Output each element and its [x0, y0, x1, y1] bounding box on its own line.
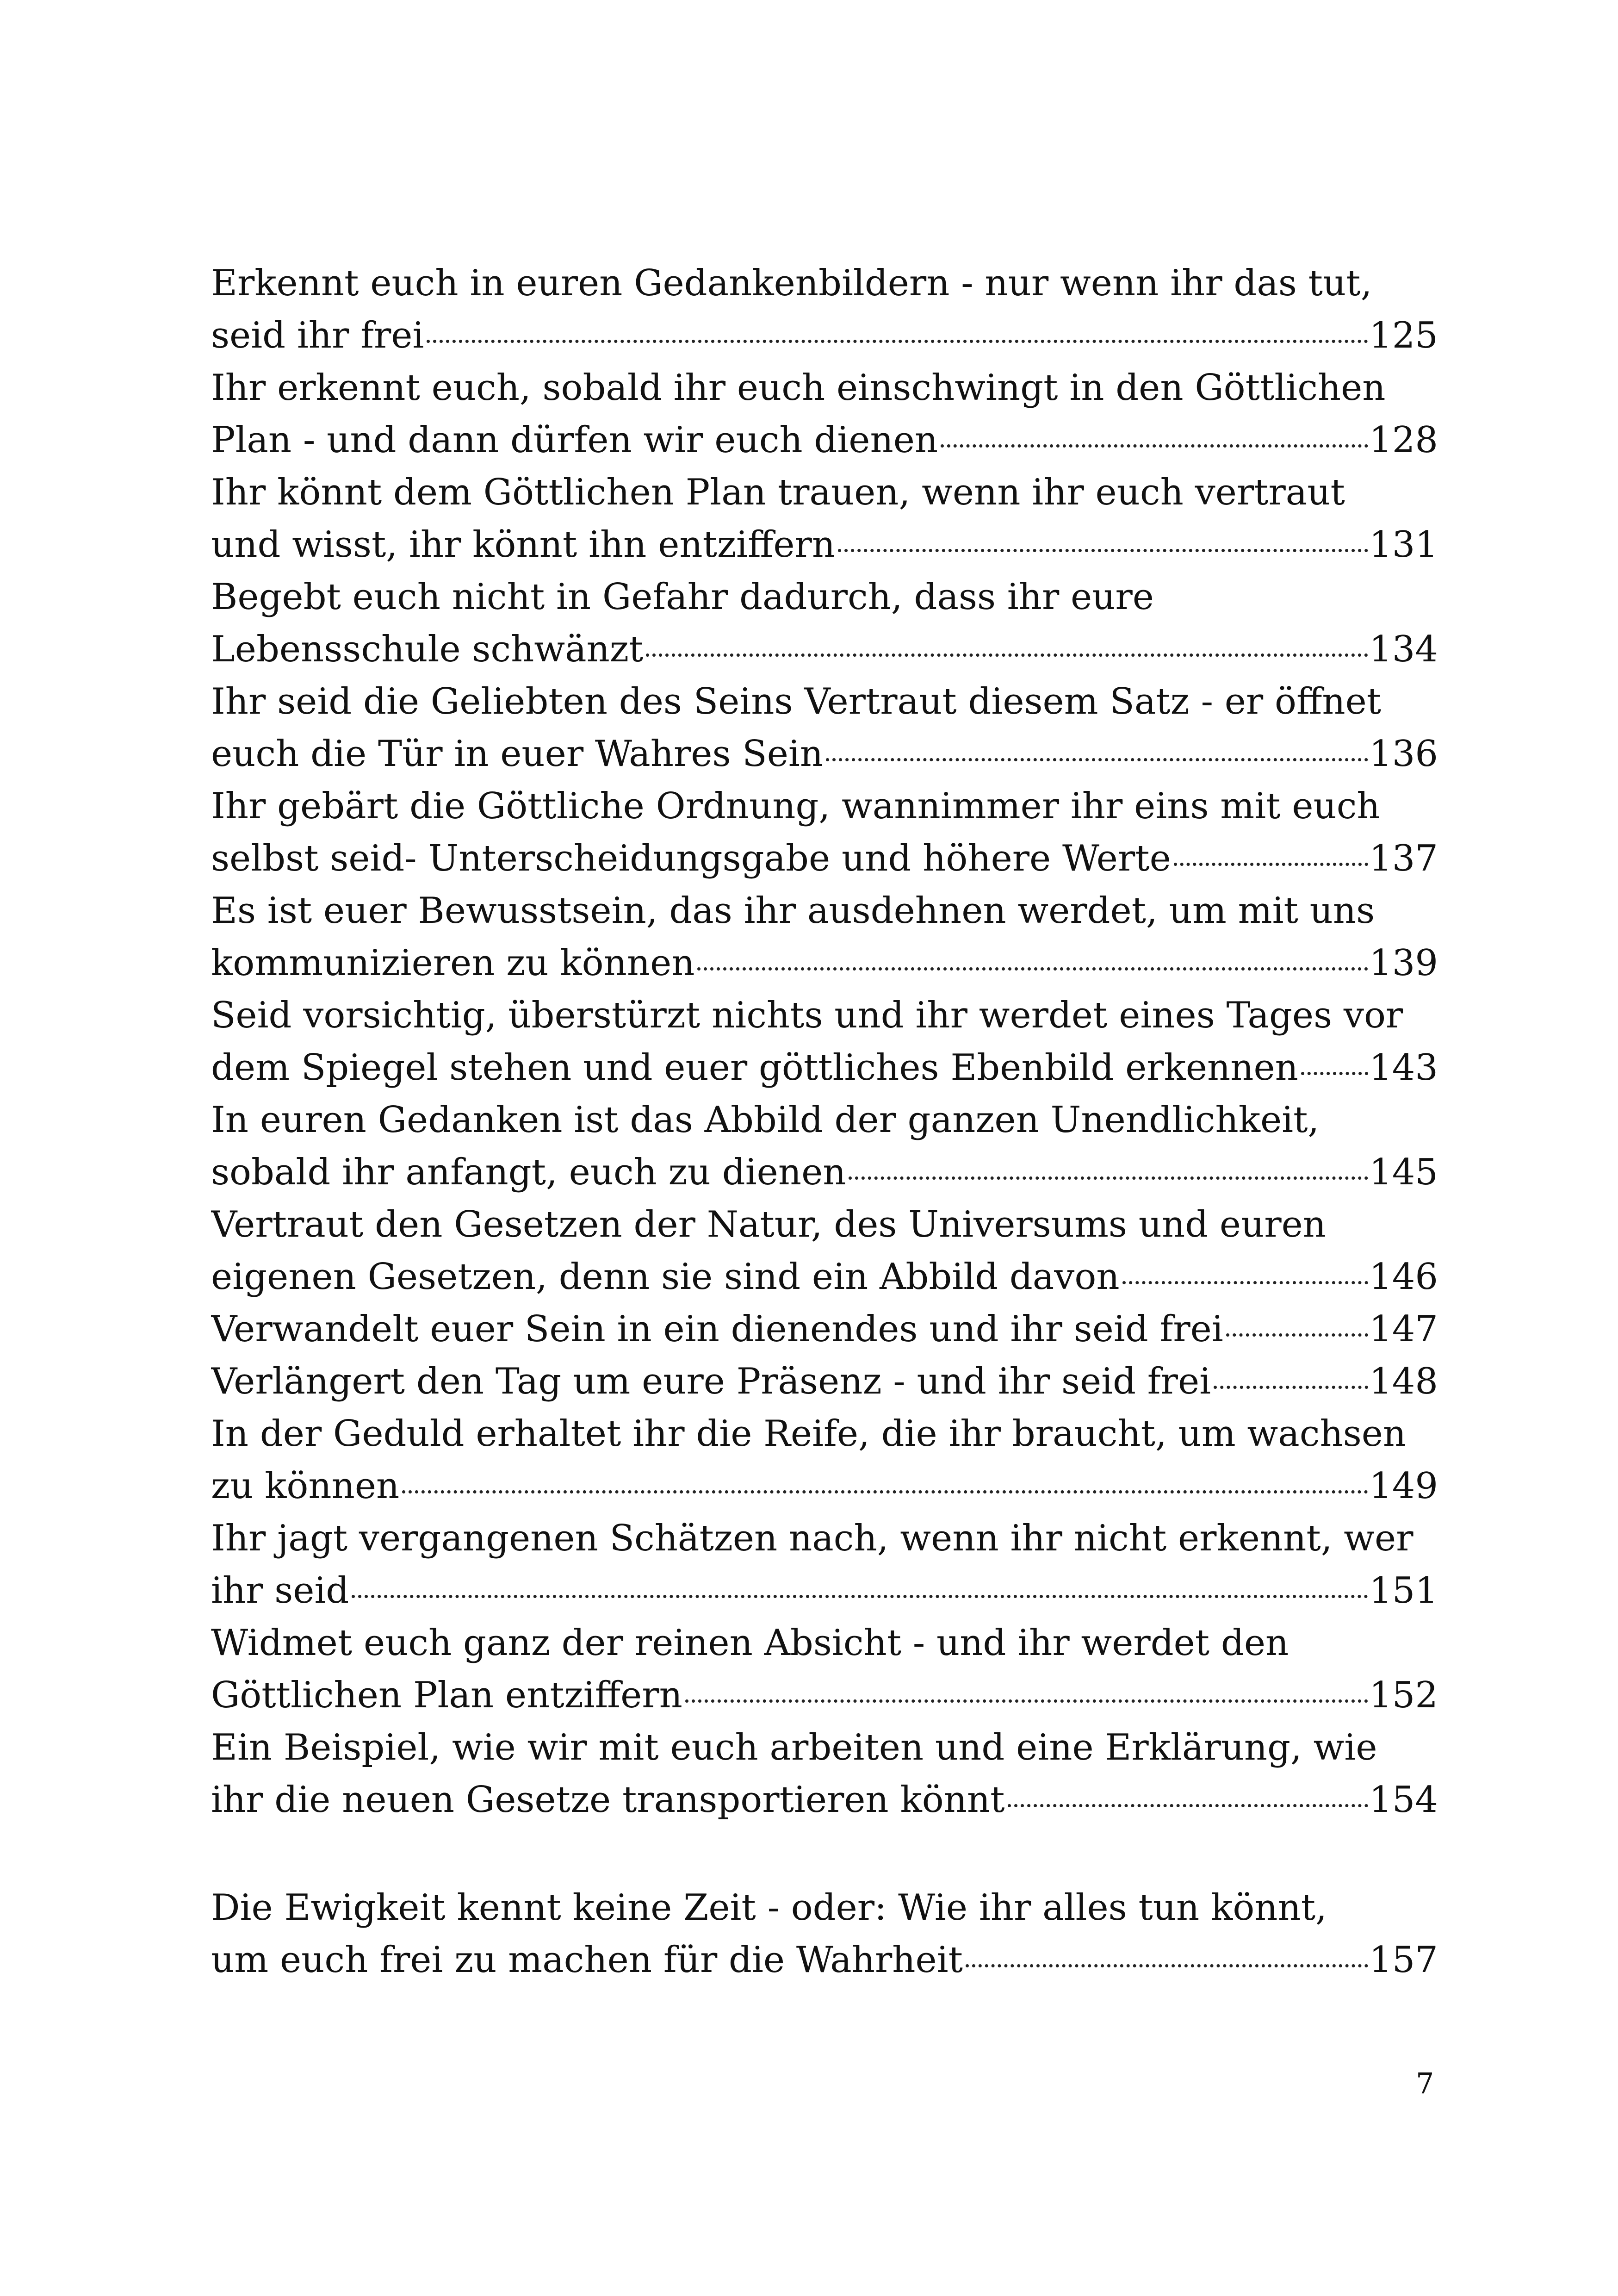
dot-leader: [849, 1176, 1368, 1180]
toc-entry-last-line: [211, 414, 1438, 467]
toc-entry-last-line: [211, 1356, 1438, 1408]
toc-entry-title-line: In euren Gedanken ist das Abbild der ganzen Unendlichkeit,: [211, 1099, 1320, 1141]
toc-entry-title-line: Ihr jagt vergangenen Schätzen nach, wenn ihr nicht erkennt, wer: [211, 1518, 1413, 1559]
toc-entry-title-line: Ihr erkennt euch, sobald ihr euch einschwingt in den Göttlichen: [211, 367, 1386, 409]
toc-entry[interactable]: [211, 571, 1438, 676]
toc-entry-title-line: Begebt euch nicht in Gefahr dadurch, dass ihr eure: [211, 576, 1154, 618]
dot-leader: [352, 1595, 1368, 1598]
toc-entry[interactable]: [211, 1882, 1438, 1986]
toc-entry-title-end: eigenen Gesetzen, denn sie sind ein Abbild davon: [211, 1256, 1120, 1298]
toc-entry[interactable]: [211, 1512, 1438, 1617]
toc-entry[interactable]: [211, 257, 1438, 362]
toc-entry-last-line: [211, 1934, 1438, 1986]
dot-leader: [427, 340, 1368, 343]
toc-entry[interactable]: [211, 676, 1438, 780]
toc-entry-last-line: [211, 728, 1438, 780]
dot-leader: [838, 549, 1368, 552]
toc-entry-title-line: Widmet euch ganz der reinen Absicht - und ihr werdet den: [211, 1622, 1289, 1664]
toc-entry-last-line: [211, 519, 1438, 571]
table-of-contents: [211, 257, 1438, 1986]
toc-entry-title-end: Lebensschule schwänzt: [211, 628, 644, 670]
toc-entry-title-end: und wisst, ihr könnt ihn entziffern: [211, 524, 836, 566]
toc-entry-title-end: zu können: [211, 1465, 400, 1507]
toc-entry-title-line: Ihr könnt dem Göttlichen Plan trauen, wenn ihr euch vertraut: [211, 472, 1345, 513]
toc-entry[interactable]: [211, 1722, 1438, 1826]
toc-entry-page-number: 152: [1369, 1674, 1438, 1716]
toc-entry-title-line: Erkennt euch in euren Gedankenbildern - nur wenn ihr das tut,: [211, 262, 1372, 304]
toc-entry-last-line: [211, 1251, 1438, 1303]
toc-entry-title-end: Verlängert den Tag um eure Präsenz - und ihr seid frei: [211, 1361, 1211, 1402]
toc-entry-page-number: 154: [1369, 1779, 1438, 1821]
dot-leader: [685, 1699, 1368, 1703]
dot-leader: [826, 758, 1368, 761]
page-number: 7: [1416, 2066, 1434, 2100]
dot-leader: [966, 1964, 1368, 1967]
toc-entry-last-line: [211, 623, 1438, 676]
toc-entry[interactable]: [211, 989, 1438, 1094]
toc-entry-last-line: [211, 1669, 1438, 1722]
toc-entry-last-line: [211, 1460, 1438, 1512]
toc-entry-page-number: 145: [1369, 1151, 1438, 1193]
toc-entry-title-line: Die Ewigkeit kennt keine Zeit - oder: Wie ihr alles tun könnt,: [211, 1887, 1327, 1929]
toc-entry[interactable]: [211, 1408, 1438, 1512]
dot-leader: [646, 653, 1368, 657]
toc-entry-page-number: 139: [1369, 942, 1438, 984]
toc-entry[interactable]: [211, 1356, 1438, 1408]
toc-entry[interactable]: [211, 1094, 1438, 1199]
toc-entry-title-line: Ihr seid die Geliebten des Seins Vertraut diesem Satz - er öffnet: [211, 681, 1382, 722]
toc-entry-last-line: [211, 1774, 1438, 1826]
toc-entry-last-line: [211, 937, 1438, 989]
toc-entry-title-line: Ein Beispiel, wie wir mit euch arbeiten und eine Erklärung, wie: [211, 1727, 1377, 1768]
toc-entry-title-end: Göttlichen Plan entziffern: [211, 1674, 682, 1716]
toc-entry-page-number: 147: [1369, 1308, 1438, 1350]
toc-entry-title-end: kommunizieren zu können: [211, 942, 695, 984]
toc-entry-page-number: 128: [1369, 419, 1438, 461]
dot-leader: [1226, 1333, 1368, 1337]
toc-entry-title-end: euch die Tür in euer Wahres Sein: [211, 733, 824, 775]
toc-entry-title-end: ihr seid: [211, 1570, 349, 1612]
toc-entry-page-number: 134: [1369, 628, 1438, 670]
toc-entry-page-number: 149: [1369, 1465, 1438, 1507]
toc-entry-page-number: 151: [1369, 1570, 1438, 1612]
toc-entry-title-end: um euch frei zu machen für die Wahrheit: [211, 1939, 963, 1981]
dot-leader: [697, 967, 1368, 971]
toc-entry-page-number: 146: [1369, 1256, 1438, 1298]
toc-entry-title-end: seid ihr frei: [211, 315, 424, 356]
toc-entry-page-number: 136: [1369, 733, 1438, 775]
dot-leader: [402, 1490, 1368, 1493]
toc-entry-last-line: [211, 310, 1438, 362]
dot-leader: [1214, 1386, 1368, 1389]
toc-entry-page-number: 143: [1369, 1047, 1438, 1089]
toc-entry[interactable]: [211, 1303, 1438, 1356]
dot-leader: [1301, 1072, 1368, 1075]
toc-entry[interactable]: [211, 1617, 1438, 1722]
toc-entry-page-number: 131: [1369, 524, 1438, 566]
dot-leader: [1174, 863, 1368, 866]
toc-entry-title-end: dem Spiegel stehen und euer göttliches Ebenbild erkennen: [211, 1047, 1298, 1089]
toc-entry-page-number: 157: [1369, 1939, 1438, 1981]
toc-entry-title-line: Seid vorsichtig, überstürzt nichts und ihr werdet eines Tages vor: [211, 995, 1403, 1036]
toc-entry-title-line: In der Geduld erhaltet ihr die Reife, die ihr braucht, um wachsen: [211, 1413, 1407, 1455]
toc-entry-last-line: [211, 833, 1438, 885]
toc-entry-title-end: ihr die neuen Gesetze transportieren könnt: [211, 1779, 1005, 1821]
toc-entry[interactable]: [211, 780, 1438, 885]
toc-entry-last-line: [211, 1146, 1438, 1199]
toc-entry-title-line: Es ist euer Bewusstsein, das ihr ausdehnen werdet, um mit uns: [211, 890, 1375, 932]
toc-entry-title-line: Vertraut den Gesetzen der Natur, des Universums und euren: [211, 1204, 1327, 1245]
toc-entry-title-end: selbst seid- Unterscheidungsgabe und höhere Werte: [211, 838, 1171, 879]
toc-entry-page-number: 148: [1369, 1361, 1438, 1402]
toc-entry-title-line: Ihr gebärt die Göttliche Ordnung, wannimmer ihr eins mit euch: [211, 785, 1380, 827]
section-gap: [211, 1826, 1438, 1882]
dot-leader: [1122, 1281, 1369, 1284]
toc-entry[interactable]: [211, 1199, 1438, 1303]
toc-entry-title-end: Verwandelt euer Sein in ein dienendes und ihr seid frei: [211, 1308, 1223, 1350]
toc-entry[interactable]: [211, 467, 1438, 571]
dot-leader: [941, 444, 1368, 448]
dot-leader: [1008, 1804, 1369, 1807]
toc-entry-last-line: [211, 1565, 1438, 1617]
toc-entry-page-number: 125: [1369, 315, 1438, 356]
toc-entry-last-line: [211, 1042, 1438, 1094]
toc-entry-title-end: sobald ihr anfangt, euch zu dienen: [211, 1151, 846, 1193]
toc-entry-last-line: [211, 1303, 1438, 1356]
toc-entry[interactable]: [211, 885, 1438, 989]
toc-entry-page-number: 137: [1369, 838, 1438, 879]
toc-entry-title-end: Plan - und dann dürfen wir euch dienen: [211, 419, 938, 461]
toc-entry[interactable]: [211, 362, 1438, 467]
